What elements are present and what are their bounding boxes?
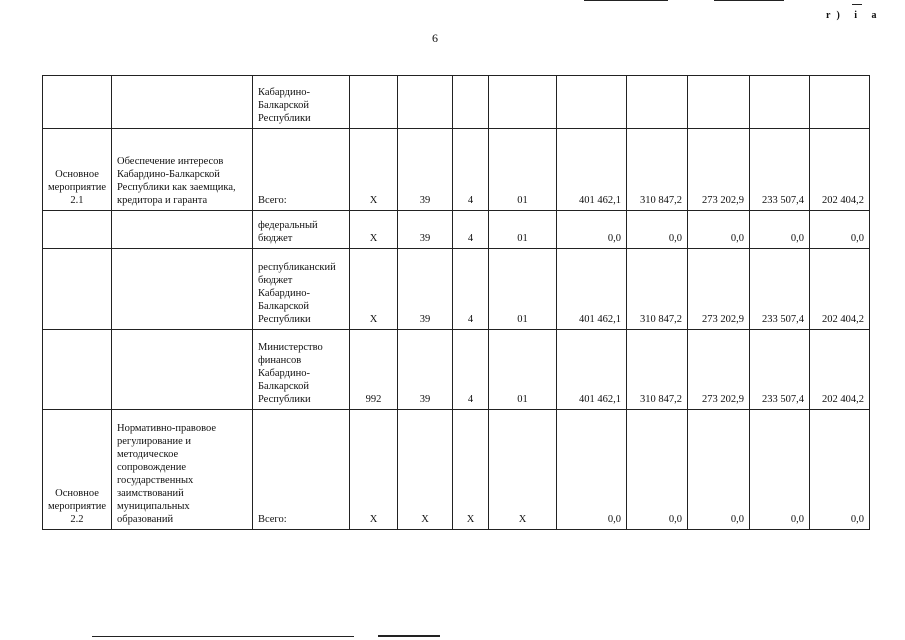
value-cell: [556, 76, 626, 129]
scan-artifact-bottom-2: [378, 635, 440, 637]
table-row: [43, 410, 870, 530]
status-cell: Основное мероприятие 2.2: [43, 410, 112, 530]
value-cell: 0,0: [556, 410, 626, 530]
value-cell: 202 404,2: [809, 129, 869, 211]
source-cell: Министерство финансов Кабардино-Балкарской Республики: [252, 330, 349, 410]
status-cell: [43, 76, 112, 129]
value-cell: 401 462,1: [556, 249, 626, 330]
pr-cell: 4: [452, 249, 488, 330]
grbs-cell: Х: [349, 249, 397, 330]
scan-artifact-top-2: [714, 0, 784, 1]
source-cell: республиканский бюджет Кабардино-Балкарской Республики: [252, 249, 349, 330]
pr-cell: 4: [452, 330, 488, 410]
source-cell: [252, 76, 349, 129]
pr-cell: 4: [452, 211, 488, 249]
value-cell: 0,0: [556, 211, 626, 249]
rz-cell: Х: [397, 410, 452, 530]
rz-cell: 39: [397, 330, 452, 410]
grbs-cell: 992: [349, 330, 397, 410]
table-row: [43, 129, 870, 211]
pr-cell: 4: [452, 129, 488, 211]
table-row: [43, 211, 870, 249]
source-text: Кабардино- Балкарской Республики: [257, 87, 311, 124]
csr-cell: Х: [488, 410, 556, 530]
csr-cell: 01: [488, 129, 556, 211]
name-cell: Нормативно-правовое регулирование и методическое сопровождение государственных заимствований муниципальных образований: [111, 410, 252, 530]
value-cell: 273 202,9: [687, 249, 749, 330]
scan-artifact-top-3: [852, 4, 862, 5]
table-row: [43, 330, 870, 410]
value-cell: 0,0: [687, 410, 749, 530]
value-cell: 273 202,9: [687, 129, 749, 211]
value-cell: 0,0: [749, 211, 809, 249]
value-cell: [687, 76, 749, 129]
csr-cell: 01: [488, 330, 556, 410]
grbs-cell: [349, 76, 397, 129]
status-cell: [43, 211, 112, 249]
value-cell: 0,0: [626, 211, 687, 249]
value-cell: 0,0: [809, 211, 869, 249]
rz-cell: [397, 76, 452, 129]
grbs-cell: Х: [349, 211, 397, 249]
scan-artifact-top-1: [584, 0, 668, 1]
value-cell: 310 847,2: [626, 129, 687, 211]
grbs-cell: Х: [349, 410, 397, 530]
rz-cell: 39: [397, 129, 452, 211]
value-cell: 233 507,4: [749, 249, 809, 330]
value-cell: 0,0: [626, 410, 687, 530]
csr-cell: 01: [488, 211, 556, 249]
source-cell: Всего:: [252, 410, 349, 530]
value-cell: 310 847,2: [626, 330, 687, 410]
csr-cell: 01: [488, 249, 556, 330]
csr-cell: [488, 76, 556, 129]
value-cell: 202 404,2: [809, 330, 869, 410]
status-cell: [43, 330, 112, 410]
value-cell: 310 847,2: [626, 249, 687, 330]
page-number: 6: [432, 31, 438, 45]
status-cell: [43, 249, 112, 330]
name-cell: [111, 330, 252, 410]
value-cell: 233 507,4: [749, 330, 809, 410]
table-row: [43, 76, 870, 129]
grbs-cell: Х: [349, 129, 397, 211]
table-row: [43, 249, 870, 330]
name-cell: [111, 76, 252, 129]
rz-cell: 39: [397, 249, 452, 330]
source-cell: федеральный бюджет: [252, 211, 349, 249]
name-cell: [111, 211, 252, 249]
budget-table: [42, 75, 870, 530]
status-cell: Основное мероприятие 2.1: [43, 129, 112, 211]
value-cell: [626, 76, 687, 129]
value-cell: [749, 76, 809, 129]
value-cell: 273 202,9: [687, 330, 749, 410]
source-cell: Всего:: [252, 129, 349, 211]
value-cell: 401 462,1: [556, 330, 626, 410]
pr-cell: Х: [452, 410, 488, 530]
value-cell: 233 507,4: [749, 129, 809, 211]
pr-cell: [452, 76, 488, 129]
scan-artifact-bottom-1: [92, 636, 354, 637]
value-cell: 0,0: [687, 211, 749, 249]
value-cell: [809, 76, 869, 129]
value-cell: 401 462,1: [556, 129, 626, 211]
value-cell: 0,0: [749, 410, 809, 530]
name-cell: [111, 249, 252, 330]
corner-mark: r) i a: [826, 10, 883, 21]
rz-cell: 39: [397, 211, 452, 249]
value-cell: 202 404,2: [809, 249, 869, 330]
value-cell: 0,0: [809, 410, 869, 530]
name-cell: Обеспечение интересов Кабардино-Балкарской Республики как заемщика, кредитора и гаранта: [111, 129, 252, 211]
